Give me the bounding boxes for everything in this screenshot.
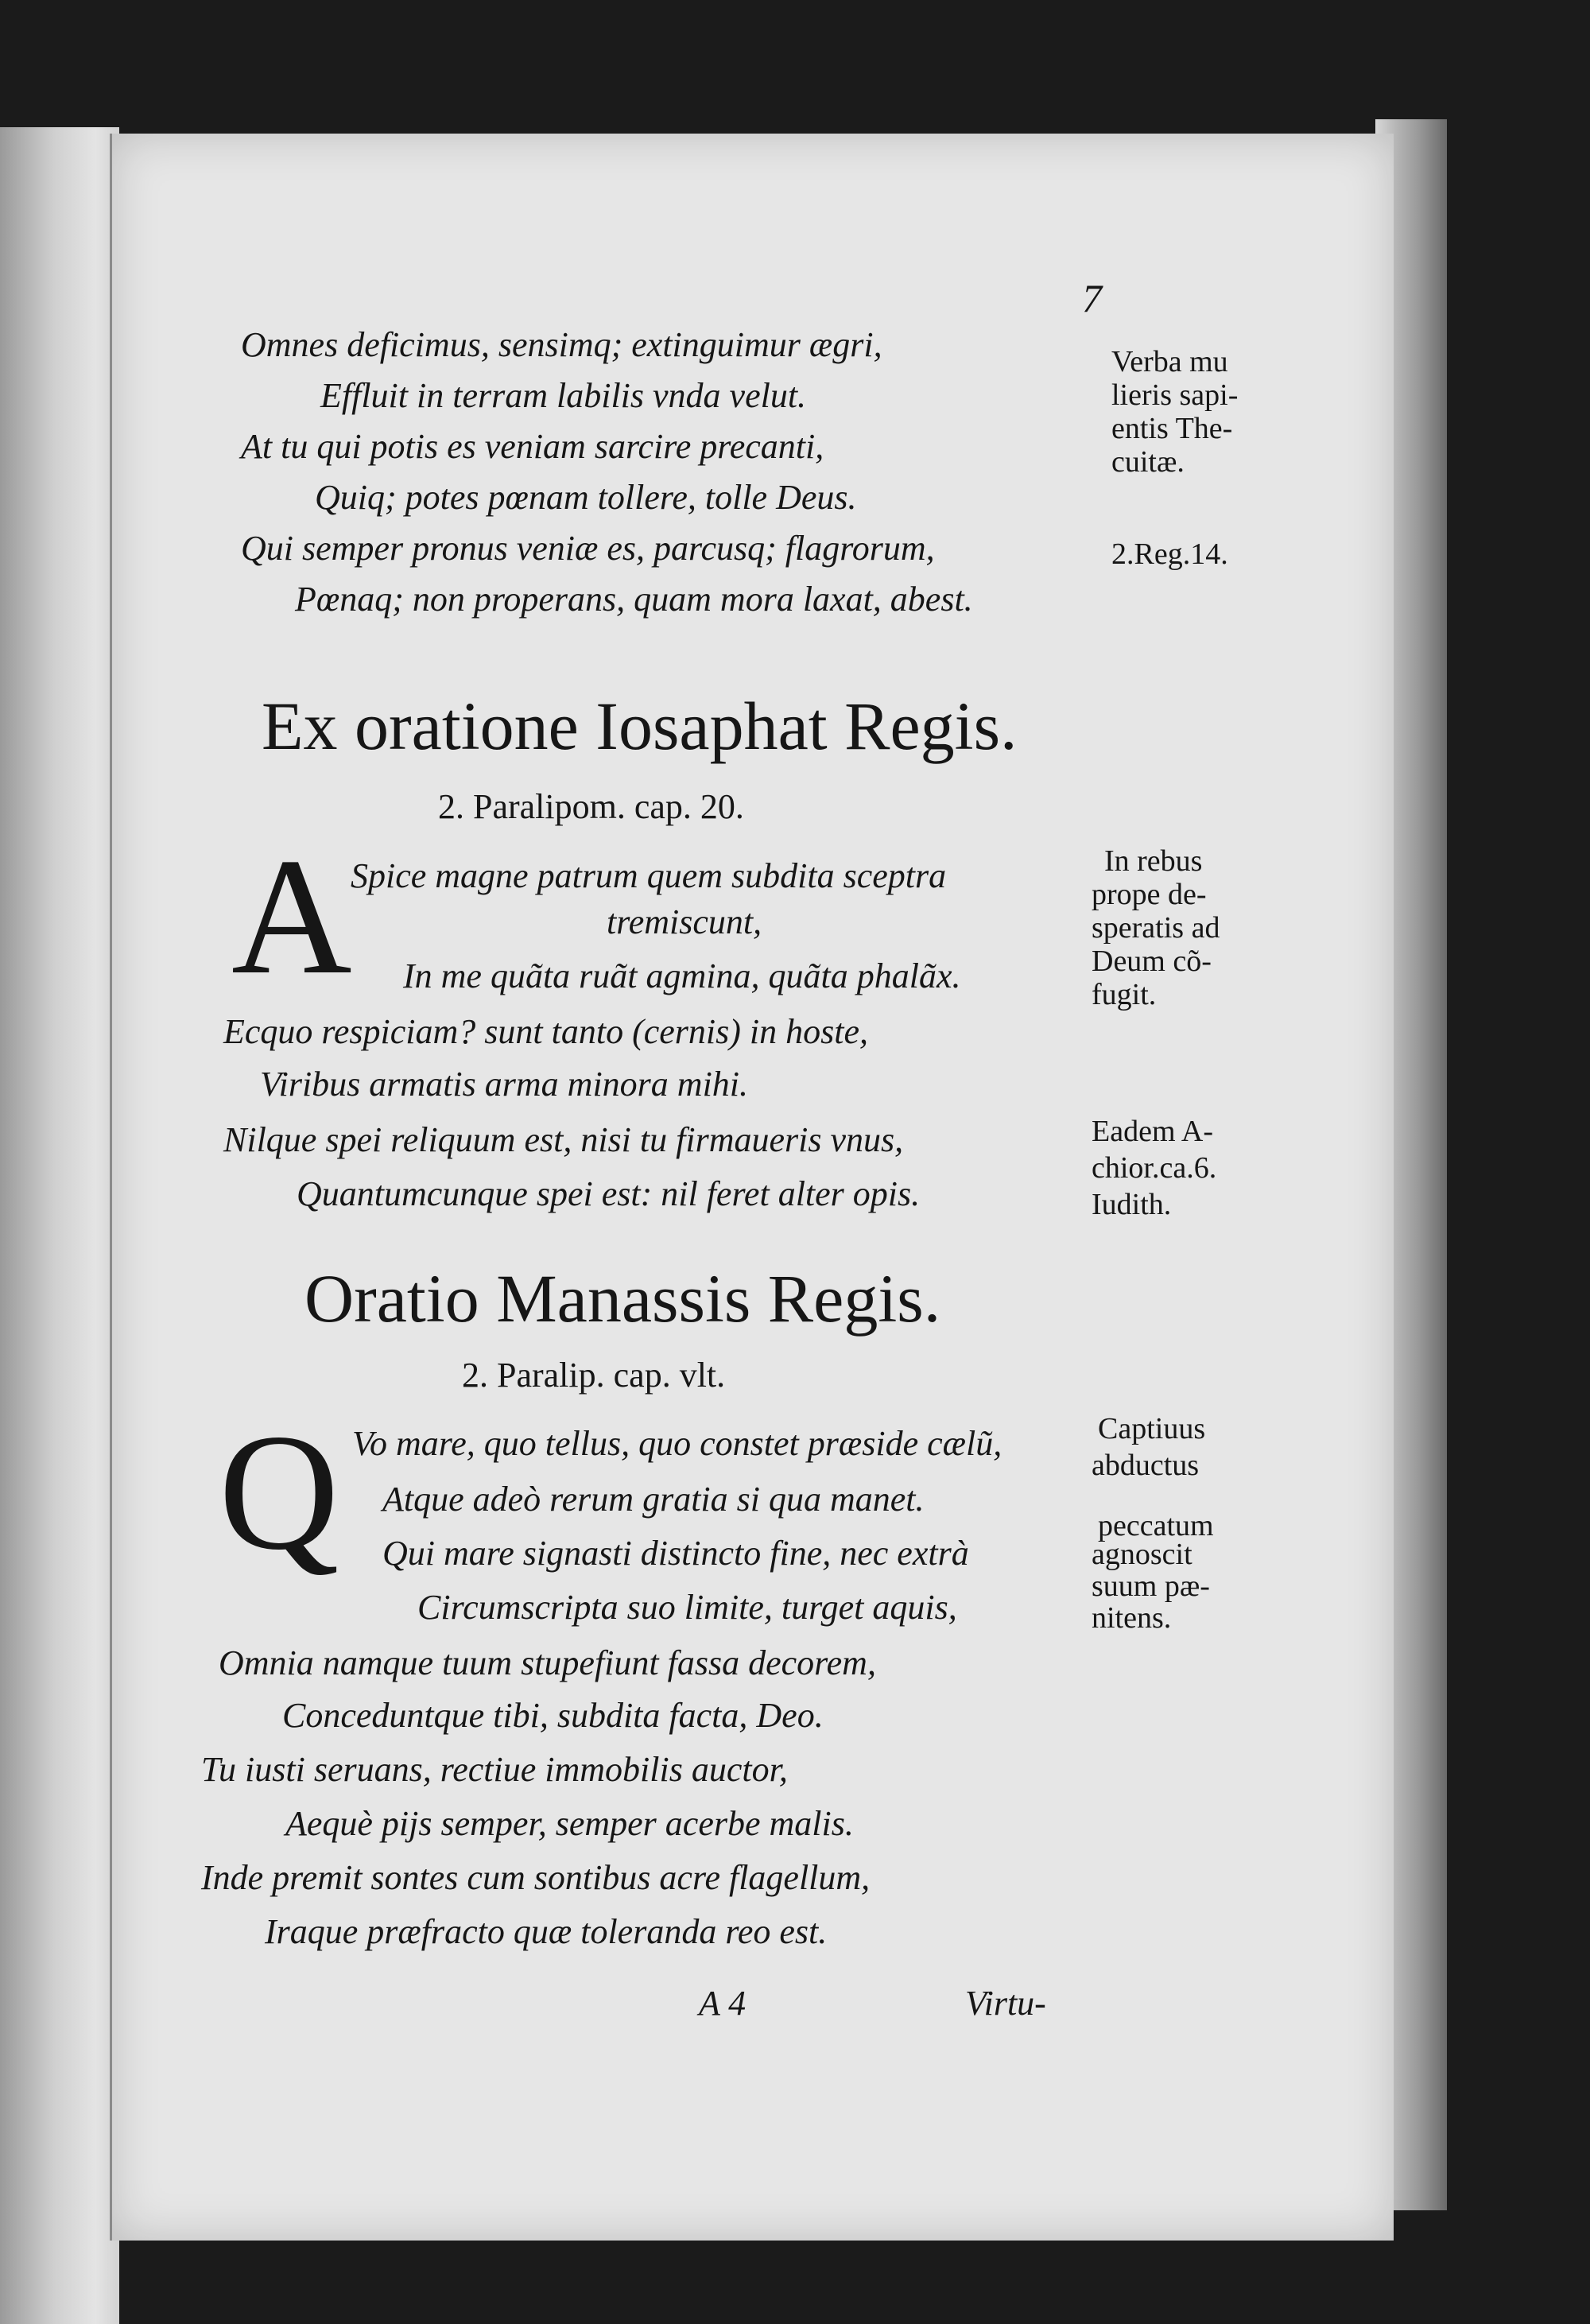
note-line: fugit.	[1092, 978, 1157, 1011]
page-number: 7	[1082, 276, 1102, 320]
note-line: suum pæ-	[1092, 1569, 1210, 1603]
note-line: lieris sapi-	[1111, 378, 1239, 412]
drop-cap: Q	[219, 1400, 339, 1585]
verse-line: tremiscunt,	[607, 902, 762, 941]
catchword: Virtu-	[965, 1984, 1046, 2023]
verse-line: Effluit in terram labilis vnda velut.	[320, 376, 807, 415]
section-title: Oratio Manassis Regis.	[304, 1260, 941, 1337]
section-subtitle: 2. Paralip. cap. vlt.	[462, 1356, 726, 1395]
verse-line: Conceduntque tibi, subdita facta, Deo.	[282, 1696, 824, 1735]
section-subtitle: 2. Paralipom. cap. 20.	[438, 787, 744, 826]
drop-cap: A	[231, 824, 352, 1009]
verse-line: Inde premit sontes cum sontibus acre flagellum,	[201, 1858, 871, 1897]
verse-line: Omnes deficimus, sensimq; extinguimur ægri,	[241, 325, 882, 364]
note-line: Deum cõ-	[1092, 945, 1212, 978]
note-line: agnoscit	[1092, 1538, 1192, 1571]
verse-line: Nilque spei reliquum est, nisi tu firmaueris vnus,	[223, 1120, 904, 1159]
verse-line: Vo mare, quo tellus, quo constet præside cælũ,	[352, 1424, 1002, 1463]
section-title: Ex oratione Iosaphat Regis.	[262, 688, 1018, 764]
note-line: Iudith.	[1092, 1188, 1172, 1221]
note-line: speratis ad	[1092, 911, 1220, 945]
note-line: nitens.	[1092, 1601, 1172, 1635]
note-line: 2.Reg.14.	[1111, 537, 1228, 571]
book-page	[110, 134, 1394, 2241]
verse-line: Atque adeò rerum gratia si qua manet.	[382, 1480, 925, 1519]
verse-line: Pœnaq; non properans, quam mora laxat, abest.	[295, 580, 973, 619]
verse-line: Viribus armatis arma minora mihi.	[260, 1065, 749, 1104]
note-line: In rebus	[1104, 844, 1203, 878]
note-line: Captiuus	[1098, 1412, 1206, 1445]
note-line: chior.ca.6.	[1092, 1151, 1217, 1185]
note-line: cuitæ.	[1111, 445, 1185, 479]
verse-line: Quiq; potes pœnam tollere, tolle Deus.	[315, 478, 857, 517]
verse-line: Circumscripta suo limite, turget aquis,	[417, 1588, 957, 1627]
note-line: abductus	[1092, 1449, 1200, 1482]
verse-line: Aequè pijs semper, semper acerbe malis.	[285, 1804, 854, 1843]
verse-line: Qui mare signasti distincto fine, nec extrà	[382, 1534, 969, 1573]
verse-line: Spice magne patrum quem subdita sceptra	[351, 856, 947, 895]
verse-line: Omnia namque tuum stupefiunt fassa decorem,	[219, 1643, 876, 1682]
note-line: entis The-	[1111, 412, 1233, 445]
adjacent-page	[0, 127, 119, 2324]
verse-line: Iraque præfracto quæ toleranda reo est.	[265, 1912, 828, 1951]
note-line: peccatum	[1098, 1509, 1214, 1542]
note-line: Eadem A-	[1092, 1115, 1214, 1148]
note-line: Verba mu	[1111, 345, 1228, 378]
verse-line: At tu qui potis es veniam sarcire precanti,	[241, 427, 824, 466]
verse-line: In me quãta ruãt agmina, quãta phalãx.	[403, 956, 961, 995]
verse-line: Quantumcunque spei est: nil feret alter opis.	[297, 1174, 921, 1213]
verse-line: Qui semper pronus veniæ es, parcusq; flagrorum,	[241, 529, 935, 568]
verse-line: Ecquo respiciam? sunt tanto (cernis) in hoste,	[223, 1012, 869, 1051]
note-line: prope de-	[1092, 878, 1207, 911]
verse-line: Tu iusti seruans, rectiue immobilis auctor,	[201, 1750, 788, 1789]
signature-mark: A 4	[699, 1984, 747, 2023]
